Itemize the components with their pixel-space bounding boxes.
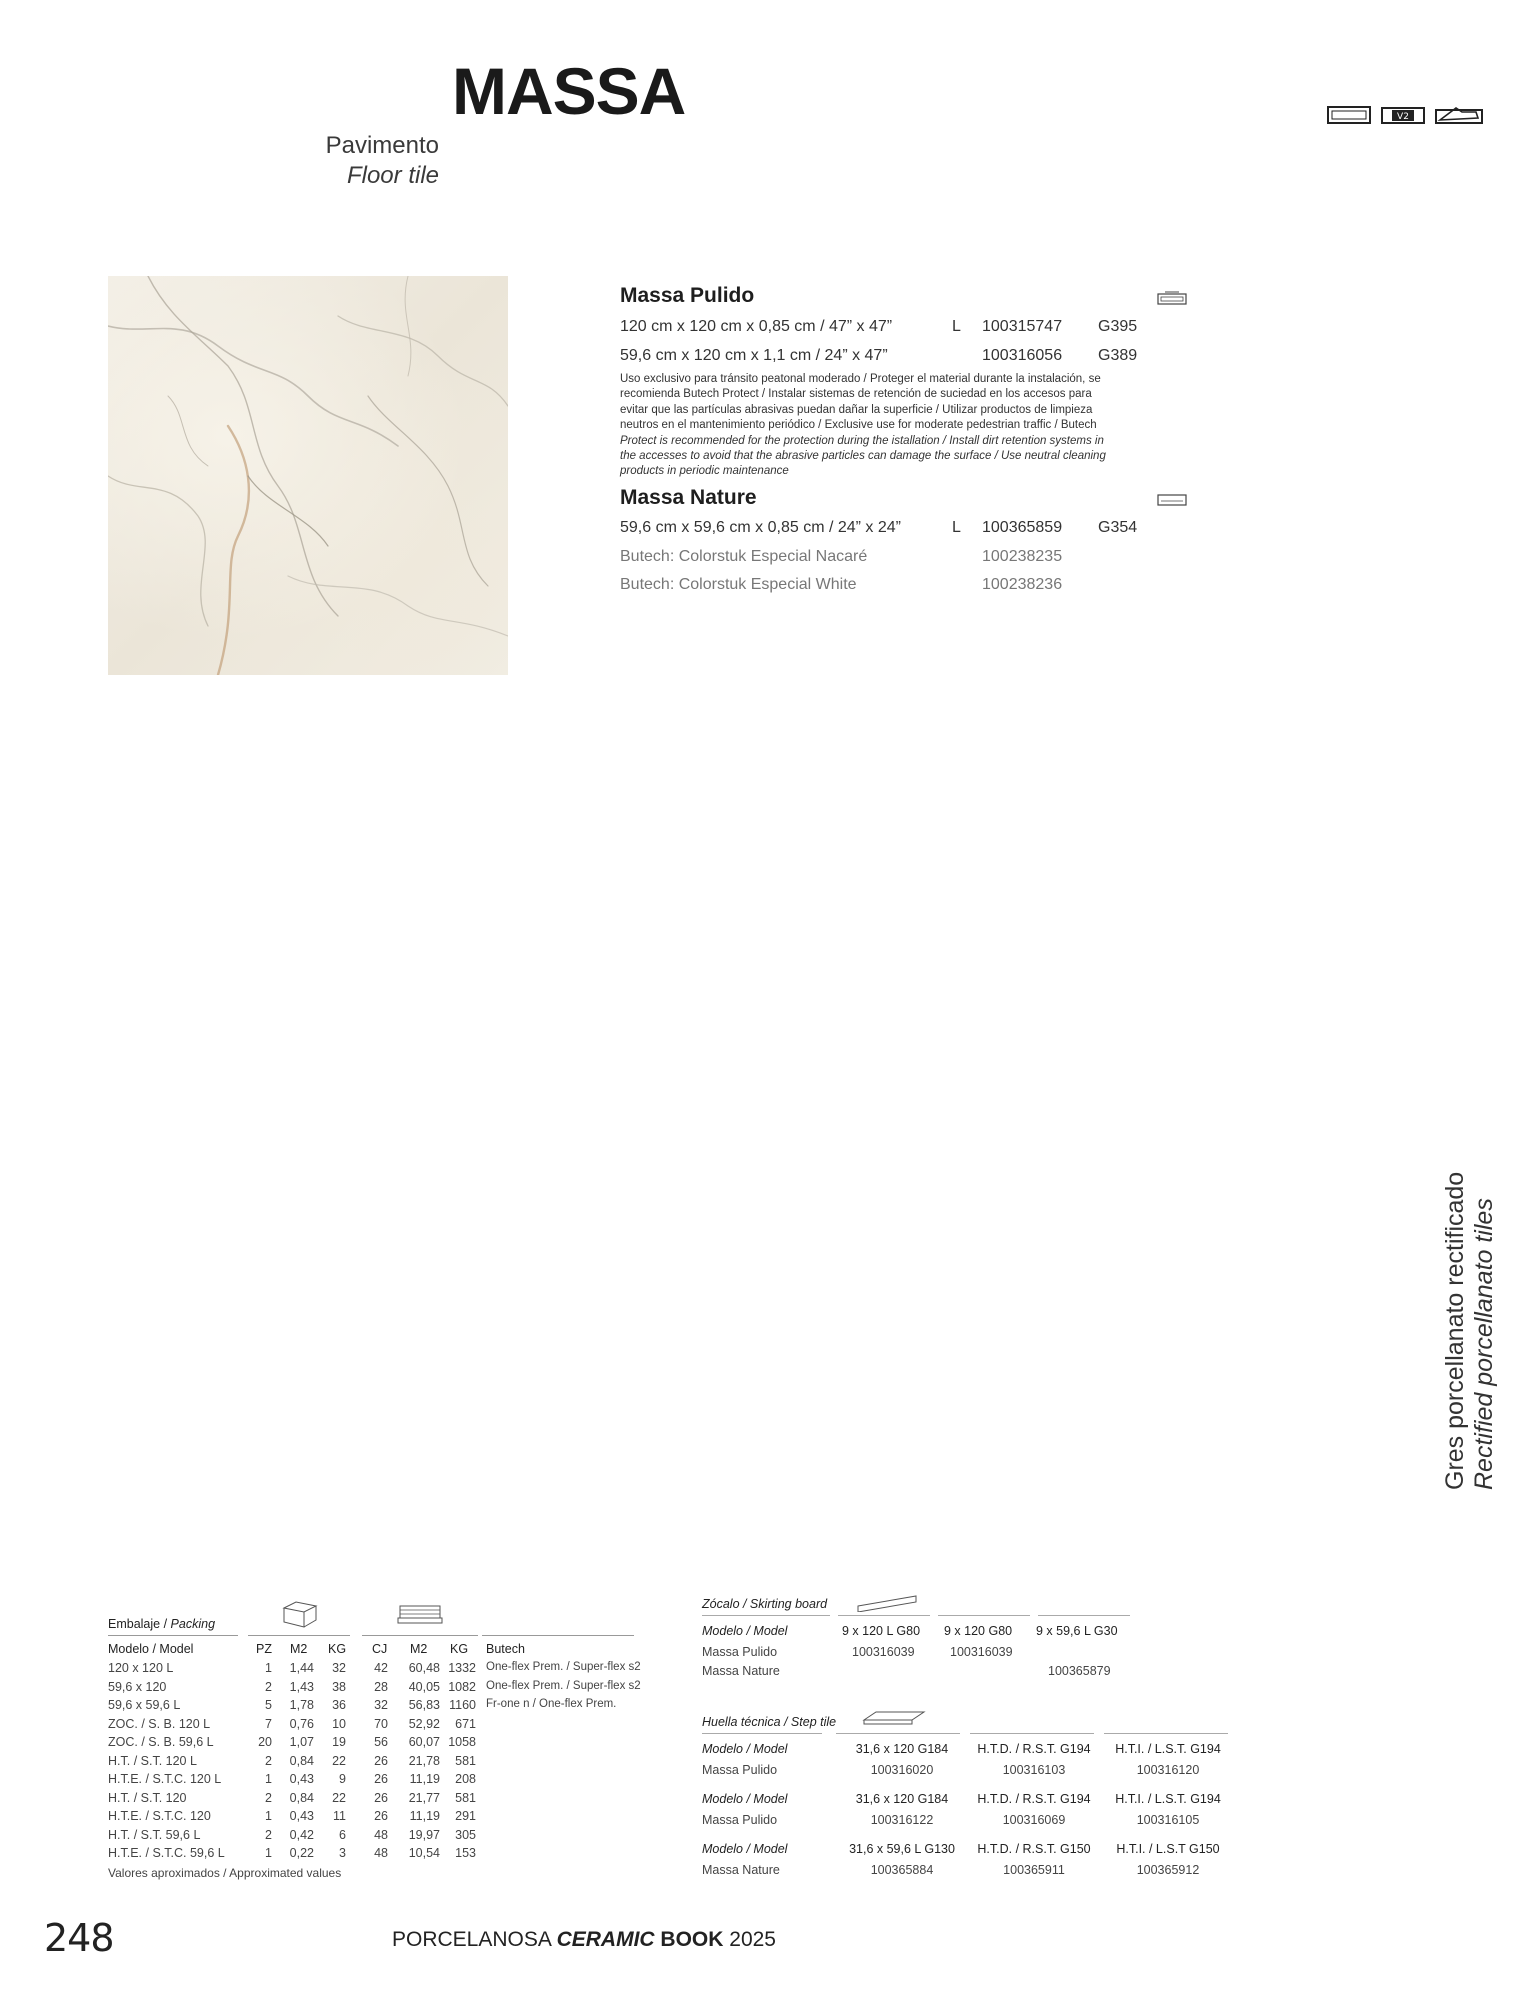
packing-header-m2-box: M2 bbox=[410, 1642, 428, 1656]
step-row-cell: 100316020 bbox=[870, 1763, 934, 1777]
packing-cell: ZOC. / S. B. 120 L bbox=[108, 1716, 211, 1731]
packing-cell: 3 bbox=[339, 1846, 346, 1860]
step-header-cell: H.T.I. / L.S.T. G194 bbox=[1115, 1742, 1221, 1756]
step-header-cell: 31,6 x 120 G184 bbox=[855, 1792, 949, 1806]
packing-cell: 56 bbox=[374, 1735, 388, 1749]
butech-white-code: 100238236 bbox=[982, 576, 1063, 593]
packing-cell: 1 bbox=[265, 1809, 272, 1823]
subtitle-english: Floor tile bbox=[346, 162, 439, 189]
step-rule bbox=[970, 1733, 1094, 1734]
packing-cell: 36 bbox=[332, 1698, 346, 1712]
footer-book-title: PORCELANOSA CERAMIC BOOK 2025 bbox=[392, 1928, 776, 1951]
packing-cell: One-flex Prem. / Super-flex s2 bbox=[486, 1679, 641, 1692]
nature-row-1-size: 59,6 cm x 59,6 cm x 0,85 cm / 24” x 24” bbox=[620, 519, 901, 536]
v2-variation-icon bbox=[1382, 108, 1424, 123]
step-header-cell: H.T.D. / R.S.T. G150 bbox=[977, 1842, 1091, 1856]
butech-nacare-code: 100238235 bbox=[982, 548, 1063, 565]
box-icon bbox=[282, 1600, 318, 1633]
packing-cell: 59,6 x 120 bbox=[108, 1679, 167, 1694]
nature-row-1-code: 100365859 bbox=[982, 519, 1063, 536]
packing-cell: 5 bbox=[265, 1698, 272, 1712]
packing-cell: 48 bbox=[374, 1846, 388, 1860]
packing-cell: 305 bbox=[455, 1827, 476, 1842]
packing-cell: 60,48 bbox=[408, 1661, 440, 1675]
pulido-row-2-code: 100316056 bbox=[982, 347, 1063, 364]
step-header-cell: H.T.I. / L.S.T. G194 bbox=[1115, 1792, 1221, 1806]
packing-cell: 1,44 bbox=[289, 1661, 314, 1675]
packing-cell: 0,76 bbox=[289, 1716, 314, 1731]
packing-cell: 59,6 x 59,6 L bbox=[108, 1698, 181, 1712]
skirting-rule bbox=[1038, 1615, 1130, 1616]
packing-cell: 19 bbox=[332, 1735, 346, 1749]
packing-cell: H.T.E. / S.T.C. 59,6 L bbox=[108, 1846, 225, 1860]
packing-rule bbox=[482, 1635, 634, 1636]
pulido-row-2-group: G389 bbox=[1098, 347, 1138, 364]
packing-cell: H.T.E. / S.T.C. 120 L bbox=[108, 1772, 222, 1786]
pulido-usage-note bbox=[620, 372, 1150, 480]
note-line: products in periodic maintenance bbox=[620, 465, 789, 478]
page-title: MASSA bbox=[452, 54, 686, 128]
packing-cell: H.T. / S.T. 59,6 L bbox=[108, 1827, 201, 1842]
feature-icons bbox=[1326, 100, 1486, 130]
packing-cell: 0,84 bbox=[289, 1753, 314, 1768]
step-row-cell: 100365912 bbox=[1136, 1863, 1200, 1877]
packing-header-m2: M2 bbox=[290, 1642, 308, 1656]
packing-cell: 10,54 bbox=[408, 1846, 440, 1860]
packing-header-kg: KG bbox=[328, 1642, 347, 1656]
packing-cell: 26 bbox=[374, 1772, 388, 1786]
packing-cell: 0,43 bbox=[289, 1809, 314, 1823]
product-name-nature: Massa Nature bbox=[620, 486, 757, 509]
pulido-row-1-code: 100315747 bbox=[982, 318, 1063, 335]
marble-tile-swatch bbox=[108, 276, 508, 675]
nature-row-1-edge: L bbox=[952, 519, 961, 536]
packing-cell: 60,07 bbox=[408, 1735, 440, 1749]
packing-rule bbox=[108, 1635, 238, 1636]
step-row-cell: 100316120 bbox=[1136, 1763, 1200, 1777]
packing-cell: 2 bbox=[265, 1679, 272, 1694]
side-label-es: Gres porcellanato rectificado bbox=[1441, 1171, 1469, 1490]
packing-cell: 11,19 bbox=[409, 1809, 440, 1823]
product-name-pulido: Massa Pulido bbox=[620, 284, 755, 307]
pulido-row-1-size: 120 cm x 120 cm x 0,85 cm / 47” x 47” bbox=[620, 318, 893, 335]
packing-cell: 19,97 bbox=[408, 1827, 440, 1842]
butech-nacare-label: Butech: Colorstuk Especial Nacaré bbox=[620, 548, 868, 565]
packing-cell: 7 bbox=[265, 1716, 272, 1731]
packing-title: Embalaje / Packing bbox=[108, 1617, 216, 1631]
packing-cell: 1 bbox=[265, 1661, 272, 1675]
step-row-cell: 100316122 bbox=[870, 1813, 934, 1827]
packing-header-butech: Butech bbox=[486, 1642, 525, 1656]
packing-rule bbox=[362, 1635, 478, 1636]
packing-cell: 291 bbox=[455, 1809, 476, 1823]
step-row-cell: 100316105 bbox=[1136, 1813, 1200, 1827]
packing-cell: 1,43 bbox=[289, 1679, 314, 1694]
packing-cell: 22 bbox=[332, 1753, 346, 1768]
packing-cell: 0,22 bbox=[289, 1846, 314, 1860]
pallet-icon bbox=[396, 1600, 444, 1633]
packing-cell: 11,19 bbox=[409, 1772, 440, 1786]
pulido-row-2-size: 59,6 cm x 120 cm x 1,1 cm / 24” x 47” bbox=[620, 347, 888, 364]
step-row-cell: Massa Pulido bbox=[702, 1813, 778, 1827]
packing-cell: 38 bbox=[332, 1679, 346, 1694]
packing-cell: 1082 bbox=[448, 1679, 476, 1694]
step-row-cell: 100365911 bbox=[1003, 1863, 1065, 1877]
packing-cell: 671 bbox=[455, 1716, 476, 1731]
packing-cell: 2 bbox=[265, 1827, 272, 1842]
packing-cell: 42 bbox=[374, 1661, 388, 1675]
packing-cell: 0,84 bbox=[289, 1790, 314, 1805]
packing-cell: 1 bbox=[265, 1846, 272, 1860]
packing-cell: 1160 bbox=[449, 1698, 476, 1712]
step-row-cell: Massa Nature bbox=[702, 1863, 780, 1877]
packing-cell: 9 bbox=[339, 1772, 346, 1786]
step-header-cell: Modelo / Model bbox=[702, 1792, 788, 1806]
skirting-header-model: Modelo / Model bbox=[702, 1624, 788, 1638]
step-header-cell: H.T.D. / R.S.T. G194 bbox=[977, 1742, 1091, 1756]
subtitle-spanish: Pavimento bbox=[325, 132, 439, 159]
packing-cell: 48 bbox=[374, 1827, 388, 1842]
packing-cell: 52,92 bbox=[408, 1716, 440, 1731]
step-rule bbox=[702, 1733, 822, 1734]
packing-footnote: Valores aproximados / Approximated values bbox=[108, 1866, 342, 1880]
packing-cell: One-flex Prem. / Super-flex s2 bbox=[486, 1661, 641, 1673]
packing-cell: 0,43 bbox=[289, 1772, 314, 1786]
nature-row-1-group: G354 bbox=[1098, 519, 1138, 536]
packing-cell: 22 bbox=[332, 1790, 346, 1805]
packing-header-kg-box: KG bbox=[450, 1642, 469, 1656]
step-row-cell: Massa Pulido bbox=[702, 1763, 778, 1777]
packing-rule bbox=[248, 1635, 350, 1636]
packing-header-model: Modelo / Model bbox=[108, 1642, 194, 1656]
skirting-rule bbox=[938, 1615, 1030, 1616]
packing-cell: 208 bbox=[455, 1772, 476, 1786]
note-line: evitar que las partículas abrasivas puedan dañar la superficie / Utilizar productos de limpieza bbox=[620, 403, 1093, 416]
skirting-row-1-model: Massa Pulido bbox=[702, 1645, 778, 1659]
step-header-cell: 31,6 x 120 G184 bbox=[855, 1742, 949, 1756]
step-tile-icon bbox=[862, 1708, 926, 1733]
packing-cell: H.T.E. / S.T.C. 120 bbox=[108, 1809, 211, 1823]
skirting-rule bbox=[838, 1615, 930, 1616]
step-row-cell: 100316103 bbox=[1002, 1763, 1066, 1777]
skirting-title: Zócalo / Skirting board bbox=[702, 1597, 828, 1611]
packing-cell: 2 bbox=[265, 1790, 272, 1805]
step-rule bbox=[1104, 1733, 1228, 1734]
packing-cell: 6 bbox=[339, 1827, 346, 1842]
packing-cell: H.T. / S.T. 120 bbox=[108, 1790, 187, 1805]
side-label-en: Rectified porcellanato tiles bbox=[1470, 1198, 1498, 1490]
packing-cell: 21,78 bbox=[408, 1753, 440, 1768]
page-number: 248 bbox=[44, 1916, 114, 1960]
packing-cell: 28 bbox=[374, 1679, 388, 1694]
note-line: Uso exclusivo para tránsito peatonal moderado / Proteger el material durante la instalación, se bbox=[620, 373, 1101, 385]
rectified-tile-icon bbox=[1328, 107, 1370, 123]
skirting-header-col2: 9 x 120 G80 bbox=[944, 1624, 1013, 1638]
packing-cell: 32 bbox=[374, 1698, 388, 1712]
packing-cell: 26 bbox=[374, 1753, 388, 1768]
skirting-board-icon bbox=[856, 1592, 920, 1617]
packing-cell: 1 bbox=[265, 1772, 272, 1786]
packing-cell: 21,77 bbox=[408, 1790, 440, 1805]
packing-cell: 20 bbox=[258, 1735, 272, 1749]
skirting-row-1-col1: 100316039 bbox=[852, 1645, 915, 1659]
packing-cell: 56,83 bbox=[408, 1698, 440, 1712]
tile-format-icon bbox=[1157, 493, 1187, 512]
packing-cell: Fr-one n / One-flex Prem. bbox=[486, 1698, 617, 1710]
packing-cell: 581 bbox=[455, 1790, 476, 1805]
step-header-cell: H.T.D. / R.S.T. G194 bbox=[977, 1792, 1091, 1806]
step-header-cell: Modelo / Model bbox=[702, 1842, 788, 1856]
packing-cell: 1058 bbox=[448, 1735, 476, 1749]
packing-cell: 26 bbox=[374, 1790, 388, 1805]
pulido-row-1-edge: L bbox=[952, 318, 961, 335]
note-line: recomienda Butech Protect / Instalar sistemas de retención de suciedad en los accesos para bbox=[620, 388, 1092, 401]
step-rule bbox=[836, 1733, 960, 1734]
packing-header-cj: CJ bbox=[372, 1642, 388, 1656]
rectified-tile-icon bbox=[1157, 291, 1187, 310]
packing-cell: 26 bbox=[374, 1809, 388, 1823]
note-line: Protect is recommended for the protection during the istallation / Install dirt retention systems in bbox=[620, 434, 1104, 447]
packing-cell: ZOC. / S. B. 59,6 L bbox=[108, 1735, 214, 1749]
skirting-row-2-model: Massa Nature bbox=[702, 1664, 780, 1678]
side-category-label bbox=[1441, 1172, 1499, 1490]
step-header-cell: H.T.I. / L.S.T G150 bbox=[1116, 1842, 1220, 1856]
heavy-traffic-shoe-icon bbox=[1436, 108, 1482, 123]
packing-cell: 1332 bbox=[448, 1661, 476, 1675]
skirting-rule bbox=[702, 1615, 830, 1616]
step-header-cell: Modelo / Model bbox=[702, 1742, 788, 1756]
skirting-row-1-col2: 100316039 bbox=[950, 1645, 1013, 1659]
packing-cell: 10 bbox=[332, 1716, 346, 1731]
packing-cell: 1,78 bbox=[289, 1698, 314, 1712]
skirting-header-col3: 9 x 59,6 L G30 bbox=[1036, 1624, 1118, 1638]
packing-cell: 32 bbox=[332, 1661, 346, 1675]
packing-cell: 1,07 bbox=[289, 1735, 314, 1749]
packing-cell: 40,05 bbox=[408, 1679, 440, 1694]
step-row-cell: 100365884 bbox=[870, 1863, 934, 1877]
butech-white-label: Butech: Colorstuk Especial White bbox=[620, 576, 857, 593]
packing-cell: H.T. / S.T. 120 L bbox=[108, 1753, 197, 1768]
step-row-cell: 100316069 bbox=[1002, 1813, 1066, 1827]
packing-cell: 153 bbox=[455, 1846, 476, 1860]
packing-cell: 0,42 bbox=[289, 1827, 314, 1842]
packing-cell: 120 x 120 L bbox=[108, 1661, 174, 1675]
step-title: Huella técnica / Step tile bbox=[702, 1715, 837, 1729]
skirting-row-2-col3: 100365879 bbox=[1048, 1664, 1111, 1678]
svg-text:V2: V2 bbox=[1397, 112, 1409, 122]
packing-header-pz: PZ bbox=[256, 1642, 272, 1656]
packing-cell: 70 bbox=[374, 1716, 388, 1731]
note-line: neutros en el mantenimiento periódico / Exclusive use for moderate pedestrian traffic / Butech bbox=[620, 419, 1097, 432]
note-line: the accesses to avoid that the abrasive particles can damage the surface / Use neutral cleaning bbox=[620, 450, 1106, 463]
packing-cell: 2 bbox=[265, 1753, 272, 1768]
step-header-cell: 31,6 x 59,6 L G130 bbox=[849, 1842, 955, 1856]
pulido-row-1-group: G395 bbox=[1098, 318, 1138, 335]
skirting-header-col1: 9 x 120 L G80 bbox=[842, 1624, 921, 1638]
packing-cell: 11 bbox=[333, 1809, 346, 1823]
packing-cell: 581 bbox=[455, 1753, 476, 1768]
